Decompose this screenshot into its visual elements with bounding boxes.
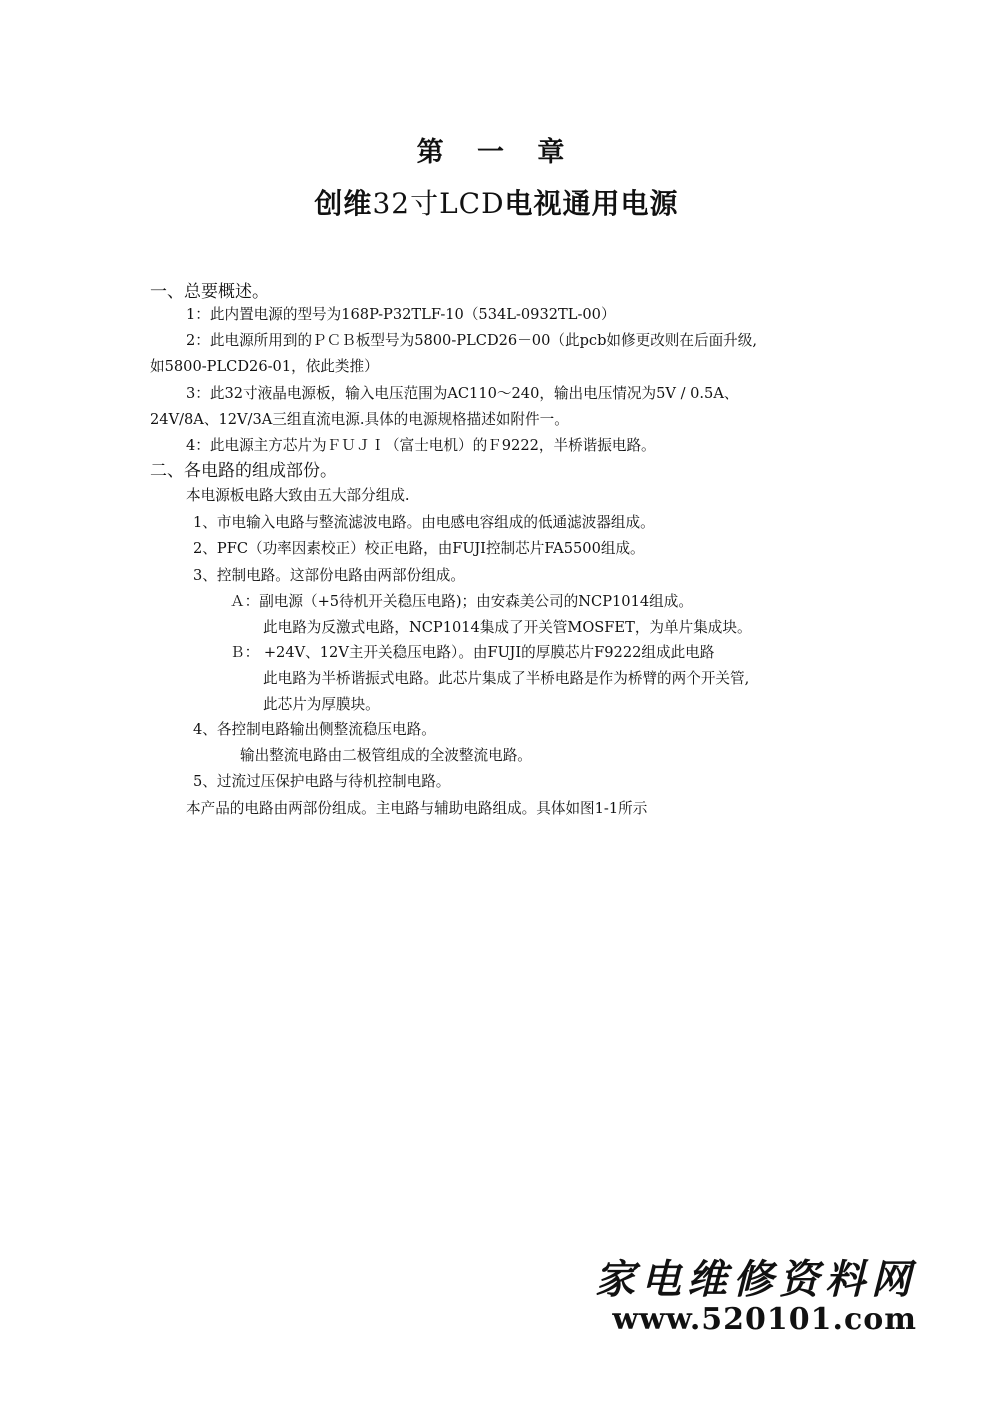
paragraph-line: 输出整流电路由二极管组成的全波整流电路。	[240, 747, 532, 764]
paragraph-line: 24V/8A、12V/3A三组直流电源.具体的电源规格描述如附件一。	[150, 411, 569, 428]
paragraph-line: 如5800-PLCD26-01，依此类推）	[150, 358, 379, 375]
paragraph-line: 本产品的电路由两部份组成。主电路与辅助电路组成。具体如图1-1所示	[186, 800, 648, 817]
watermark-site-name: 家电维修资料网	[595, 1256, 917, 1303]
paragraph-line: 本电源板电路大致由五大部分组成.	[186, 487, 410, 504]
paragraph-line: 此芯片为厚膜块。	[263, 696, 380, 713]
section-heading-overview: 一、总要概述。	[150, 282, 269, 302]
paragraph-line: 4：此电源主方芯片为ＦＵＪＩ（富士电机）的Ｆ9222，半桥谐振电路。	[186, 437, 656, 454]
title-subject: 电视通用电源	[504, 187, 679, 220]
list-item: 1、市电输入电路与整流滤波电路。由电感电容组成的低通滤波器组成。	[193, 514, 655, 531]
list-item: 2、PFC（功率因素校正）校正电路，由FUJI控制芯片FA5500组成。	[193, 540, 645, 557]
list-item: 4、各控制电路输出侧整流稳压电路。	[193, 721, 436, 738]
sub-list-item: Ｂ： +24V、12V主开关稳压电路）。由FUJI的厚膜芯片F9222组成此电路	[230, 644, 715, 661]
watermark-url: www.520101.com	[612, 1302, 917, 1337]
list-item: 5、过流过压保护电路与待机控制电路。	[193, 773, 451, 790]
document-title	[0, 182, 993, 222]
paragraph-line: 2：此电源所用到的ＰＣＢ板型号为5800-PLCD26－00（此pcb如修更改则在后面升级,	[186, 332, 757, 349]
paragraph-line: 3：此32寸液晶电源板，输入电压范围为AC110～240，输出电压情况为5V / 0.5A、	[186, 385, 739, 402]
title-model: 32寸LCD	[372, 187, 505, 220]
sub-list-item: Ａ：副电源（+5待机开关稳压电路)；由安森美公司的NCP1014组成。	[230, 593, 693, 610]
paragraph-line: 1：此内置电源的型号为168P-P32TLF-10（534L-0932TL-00）	[186, 306, 616, 323]
title-brand: 创维	[314, 187, 373, 220]
paragraph-line: 此电路为反激式电路，NCP1014集成了开关管MOSFET，为单片集成块。	[263, 619, 752, 636]
section-heading-circuits: 二、各电路的组成部份。	[150, 461, 337, 481]
chapter-heading: 第 一 章	[416, 137, 577, 168]
paragraph-line: 此电路为半桥谐振式电路。此芯片集成了半桥电路是作为桥臂的两个开关管,	[263, 670, 750, 687]
list-item: 3、控制电路。这部份电路由两部份组成。	[193, 567, 465, 584]
